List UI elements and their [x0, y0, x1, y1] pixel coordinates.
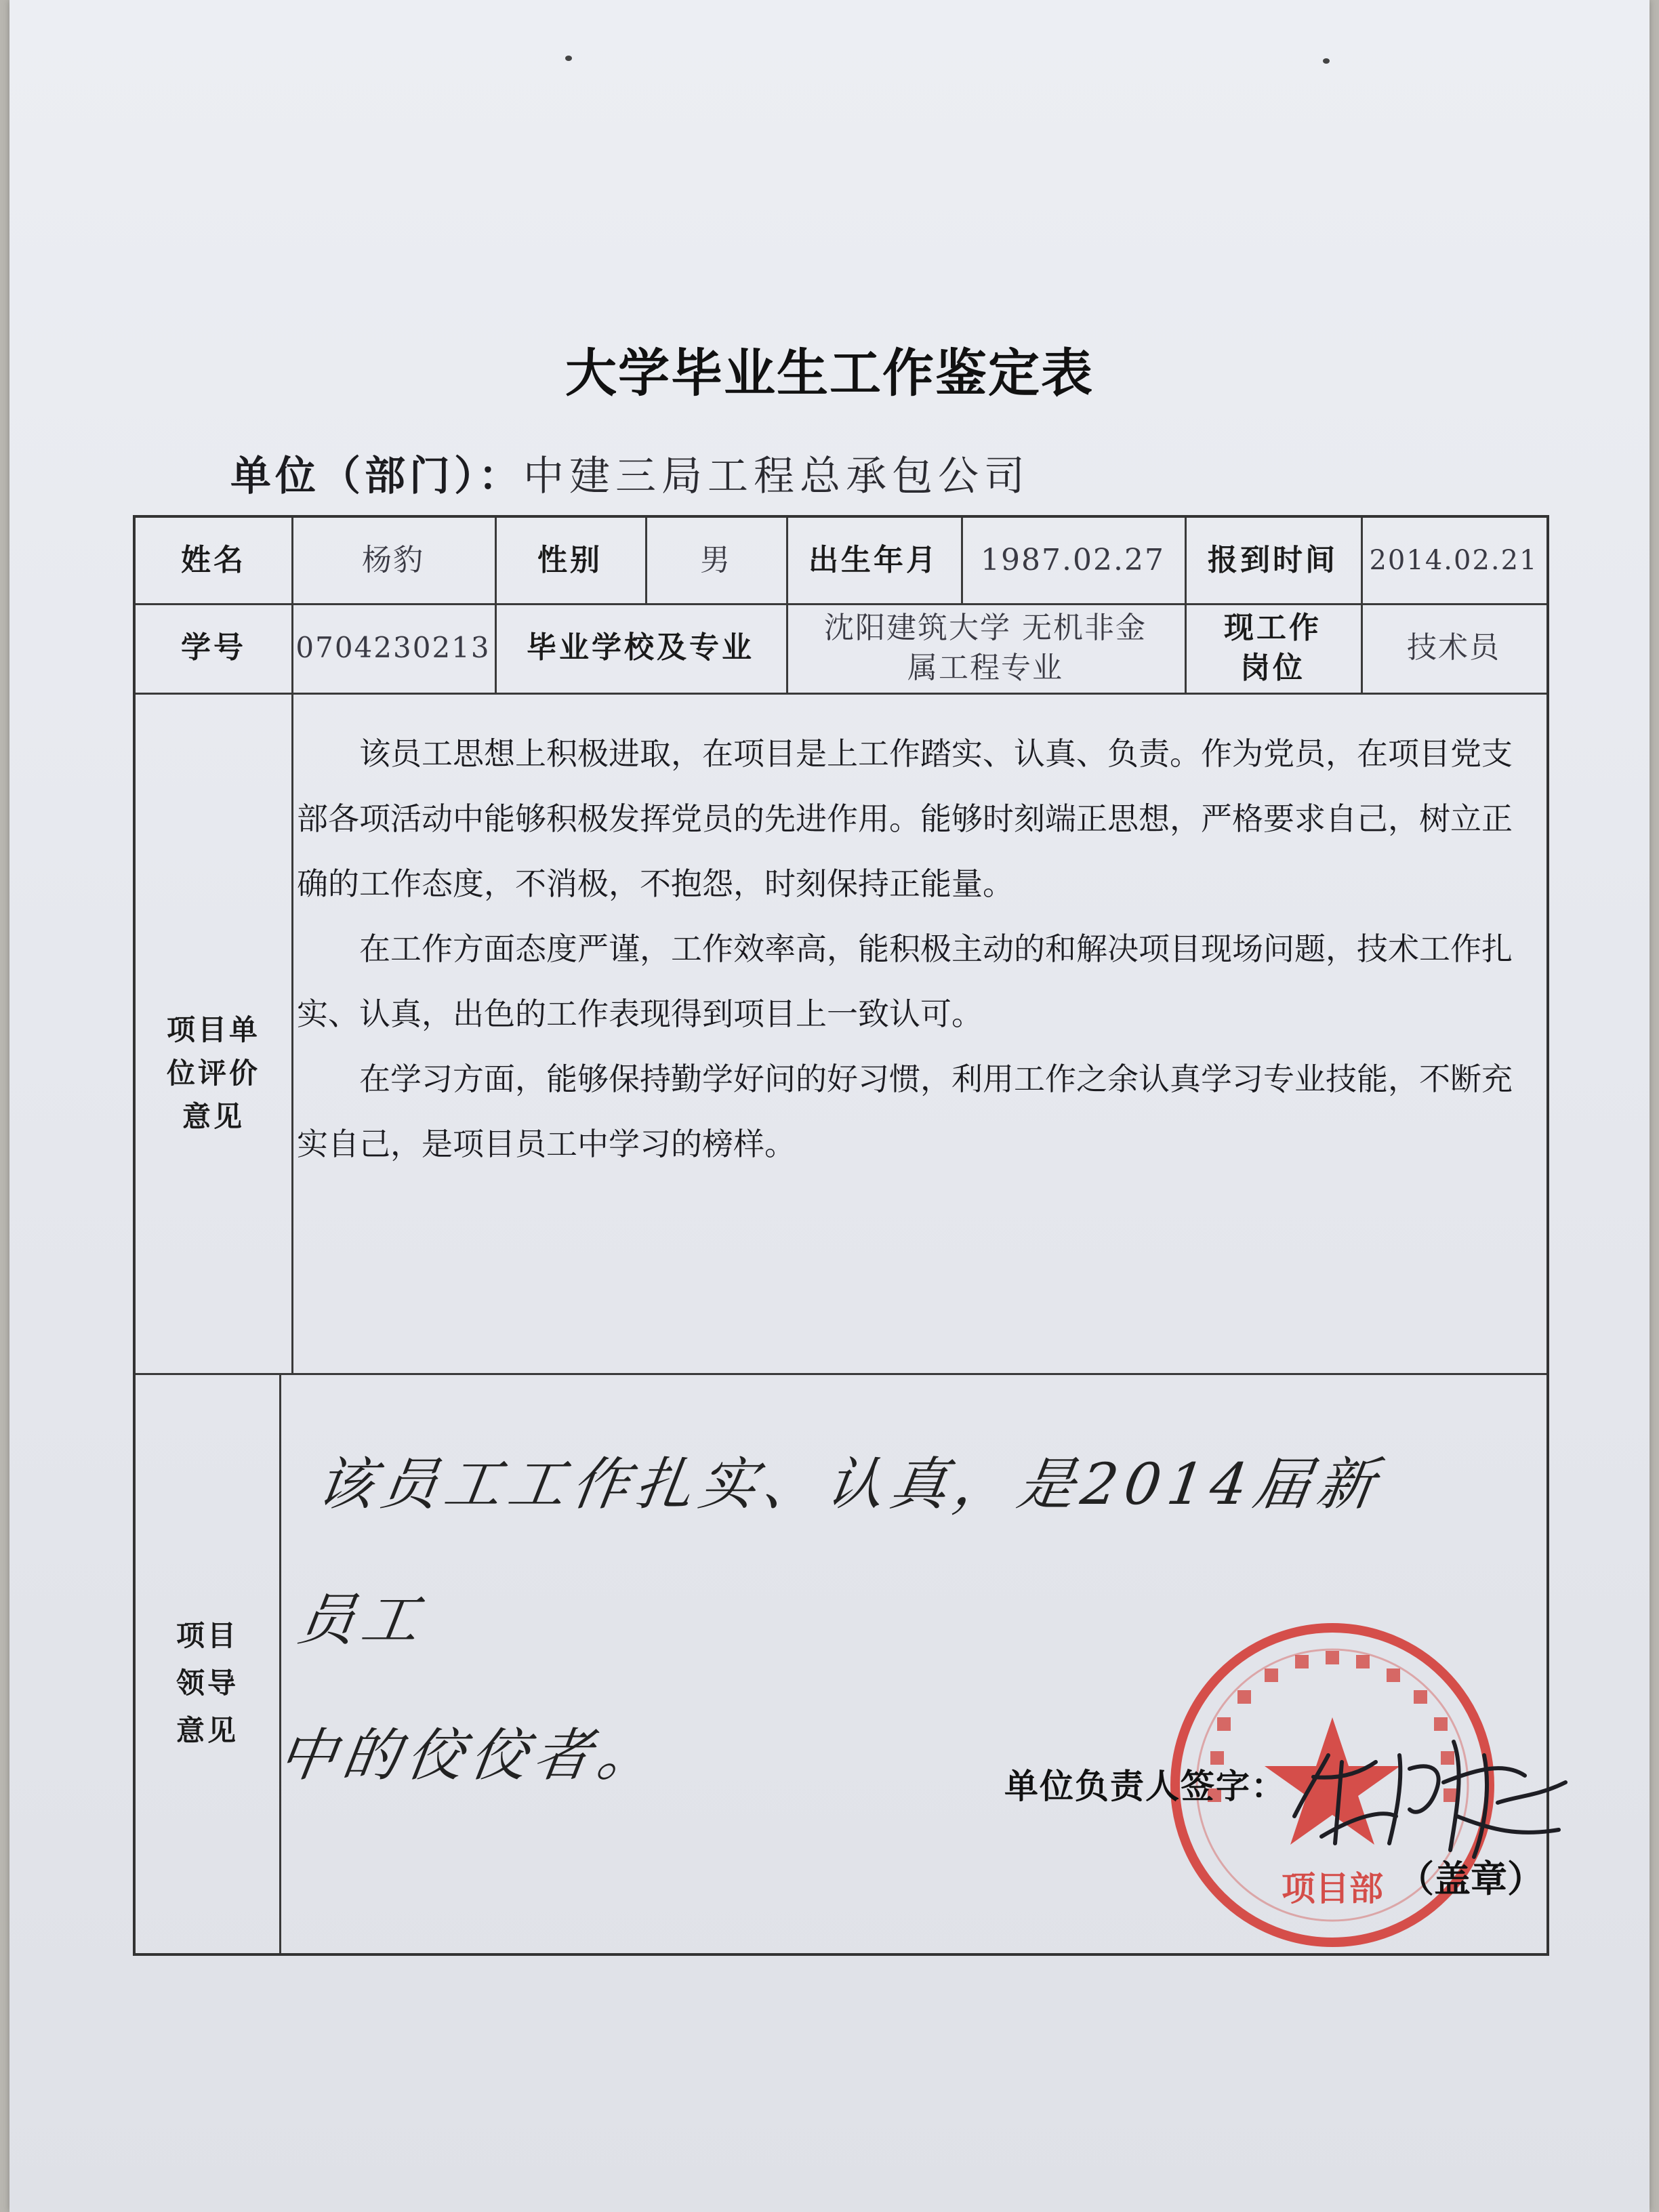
leader-label — [136, 1373, 279, 1953]
report-label: 报到时间 — [1208, 543, 1338, 578]
evaluation-paragraph: 该员工思想上积极进取，在项目是上工作踏实、认真、负责。作为党员，在项目党支部各项活动中能够积极发挥党员的先进作用。能够时刻端正思想，严格要求自己，树立正确的工作态度，不消极，不抱怨，时刻保持正能量。 — [297, 735, 1513, 902]
leader-label-line-3: 意见 — [176, 1714, 239, 1747]
paper-mark — [1323, 58, 1330, 64]
unit-label: 单位（部门）： — [230, 453, 523, 500]
gender-label: 性别 — [537, 543, 602, 578]
signature-label: 单位负责人签字： — [1004, 1767, 1286, 1806]
unit-value: 中建三局工程总承包公司 — [523, 453, 1030, 500]
position-label-line-1: 现工作 — [1224, 610, 1322, 645]
seal-note: （盖章） — [1397, 1858, 1544, 1900]
evaluation-text — [297, 721, 1530, 1176]
document-title: 大学毕业生工作鉴定表 — [565, 343, 1094, 403]
student-id-value: 0704230213 — [295, 630, 491, 664]
row-divider — [136, 693, 1547, 695]
leader-comment-line-2: 中的佼佼者。 — [274, 1722, 666, 1788]
school-value-line-1: 沈阳建筑大学 无机非金 — [824, 610, 1147, 645]
paper-mark — [565, 56, 572, 61]
name-label: 姓名 — [181, 543, 246, 578]
evaluation-label-line-3: 意见 — [182, 1100, 245, 1133]
position-value: 技术员 — [1407, 630, 1500, 665]
leader-label-line-1: 项目 — [176, 1619, 239, 1652]
name-value: 杨豹 — [362, 543, 424, 578]
evaluation-paragraph: 在学习方面，能够保持勤学好问的好习惯，利用工作之余认真学习专业技能，不断充实自己，是项目员工中学习的榜样。 — [297, 1061, 1513, 1162]
gender-value: 男 — [700, 543, 731, 578]
school-value-line-2: 属工程专业 — [907, 651, 1063, 685]
evaluation-label-line-2: 位评价 — [166, 1057, 260, 1090]
evaluation-paragraph: 在工作方面态度严谨，工作效率高，能积极主动的和解决项目现场问题，技术工作扎实、认真，出色的工作表现得到项目上一致认可。 — [297, 930, 1513, 1032]
report-value: 2014.02.21 — [1369, 545, 1538, 576]
row-divider — [136, 1373, 1547, 1375]
leader-label-line-2: 领导 — [176, 1666, 239, 1700]
column-divider — [279, 1373, 281, 1953]
leader-comment-line-1: 该员工工作扎实、认真，是2014届新员工 — [293, 1451, 1386, 1653]
school-value — [786, 603, 1185, 693]
student-id-label: 学号 — [181, 630, 246, 665]
handwritten-signature — [1281, 1715, 1579, 1870]
evaluation-label-line-1: 项目单 — [166, 1013, 260, 1046]
unit-line — [230, 444, 1030, 502]
birth-label: 出生年月 — [808, 543, 939, 578]
birth-value: 1987.02.27 — [981, 543, 1165, 578]
stamp-center-text: 项目部 — [1282, 1869, 1383, 1908]
evaluation-label — [136, 693, 291, 1373]
school-label: 毕业学校及专业 — [527, 630, 754, 665]
position-label — [1185, 603, 1361, 693]
position-label-line-2: 岗位 — [1240, 651, 1305, 685]
